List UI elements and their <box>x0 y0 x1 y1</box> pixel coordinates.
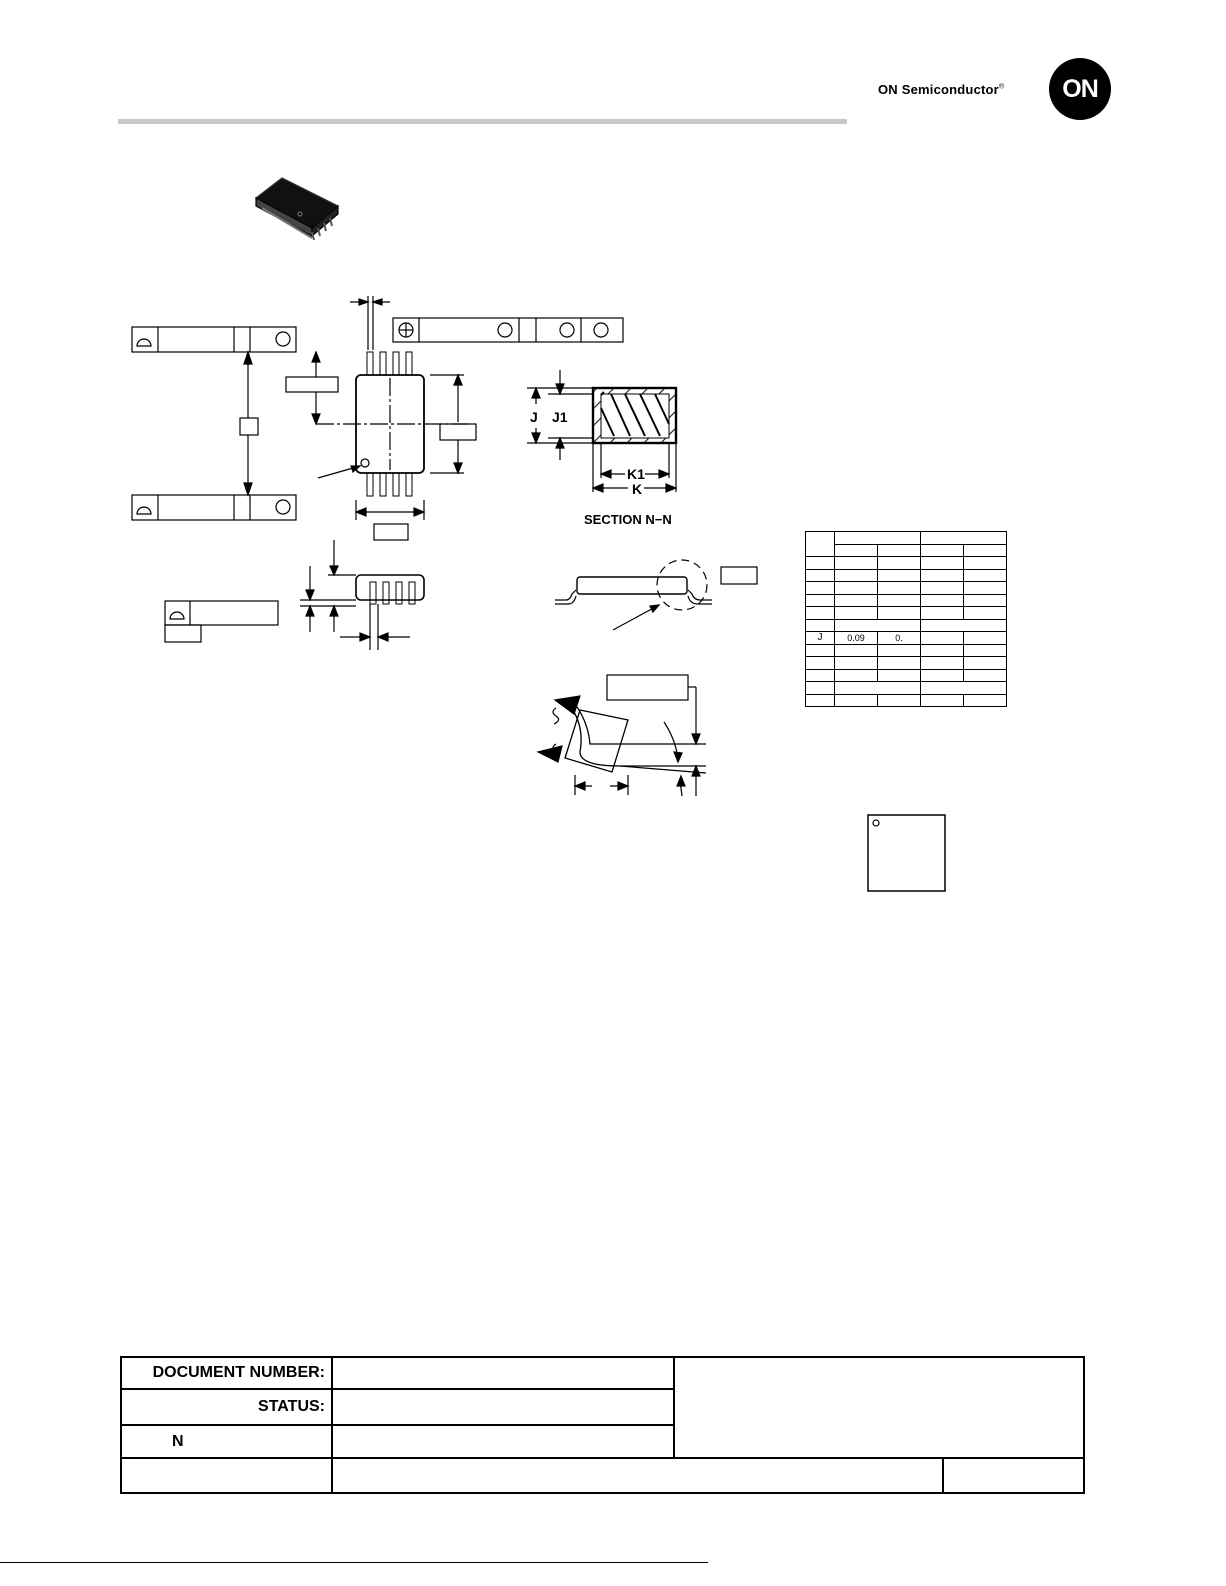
third-row-value <box>332 1425 674 1458</box>
end-view <box>555 560 757 630</box>
marking-diagram <box>868 815 945 891</box>
description-label <box>121 1458 332 1493</box>
min-value: 0.09 <box>835 632 878 645</box>
registered-mark: ® <box>998 83 1005 91</box>
label-j1: J1 <box>552 409 568 425</box>
notes-cell <box>674 1357 1084 1458</box>
title-block <box>120 1356 1085 1494</box>
row-label: J <box>806 632 835 645</box>
logo-text: ON <box>1062 75 1098 103</box>
brand-name: ON Semiconductor® <box>878 82 1005 97</box>
description-value <box>332 1458 943 1493</box>
document-number-value <box>332 1357 674 1389</box>
top-view <box>132 296 623 540</box>
section-n-n <box>527 370 676 497</box>
package-photo-icon <box>256 178 338 240</box>
label-k: K <box>632 481 643 497</box>
status-label: STATUS: <box>121 1389 332 1425</box>
page-cell <box>943 1458 1084 1493</box>
status-value <box>332 1389 674 1425</box>
table-row <box>806 632 1007 645</box>
detail-view <box>538 675 706 796</box>
dimension-table <box>805 531 1007 707</box>
side-view <box>165 540 424 650</box>
third-row-label: N <box>121 1425 332 1458</box>
label-j: J <box>530 409 538 425</box>
label-k1: K1 <box>627 466 645 482</box>
document-number-label: DOCUMENT NUMBER: <box>121 1357 332 1389</box>
max-value: 0. <box>878 632 921 645</box>
section-title: SECTION N−N <box>584 512 672 527</box>
footer-rule <box>0 1562 708 1563</box>
